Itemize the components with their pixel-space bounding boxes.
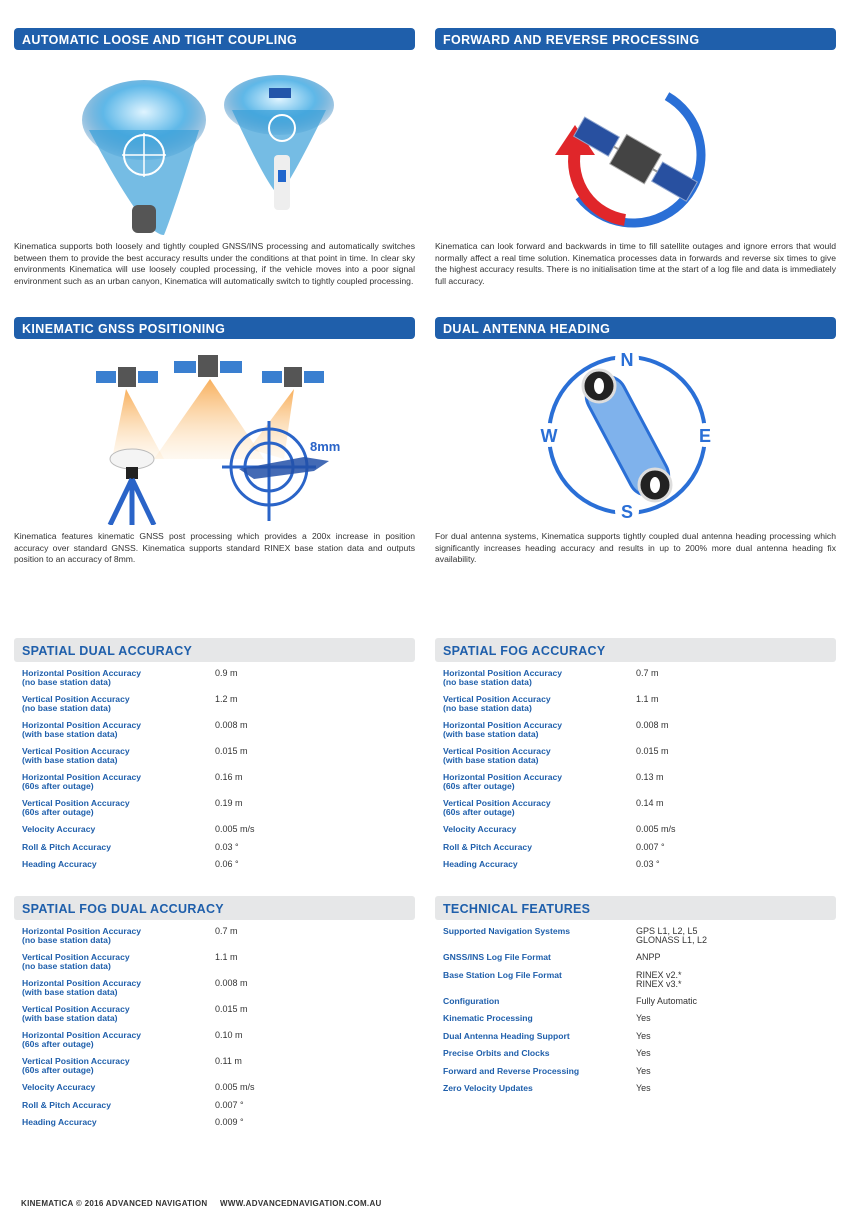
spec-label: Horizontal Position Accuracy (with base station data)	[22, 720, 142, 739]
spec-label: Vertical Position Accuracy (no base station data)	[22, 694, 130, 713]
spec-value: 0.008 m	[636, 720, 669, 730]
spec-label: Supported Navigation Systems	[443, 926, 571, 936]
feature-title: FORWARD AND REVERSE PROCESSING	[435, 28, 836, 50]
spec-row	[435, 859, 836, 873]
spec-value: 0.7 m	[636, 668, 659, 678]
compass-north: N	[620, 350, 634, 370]
spec-row	[435, 694, 836, 716]
spec-row	[435, 1083, 836, 1097]
spec-label: Velocity Accuracy	[22, 824, 96, 834]
spec-label: Vertical Position Accuracy (no base station data)	[443, 694, 551, 713]
feature-loose-tight-coupling	[14, 28, 415, 287]
spec-title: SPATIAL FOG ACCURACY	[435, 638, 836, 662]
accuracy-label: 8mm	[310, 439, 341, 454]
spec-value: 0.13 m	[636, 772, 664, 782]
spec-value: 0.06 °	[215, 859, 239, 869]
spec-row	[435, 824, 836, 838]
spec-value: Yes	[636, 1048, 651, 1058]
spec-value: 0.03 °	[215, 841, 239, 852]
spec-value: 0.16 m	[215, 772, 243, 782]
spec-title: TECHNICAL FEATURES	[435, 896, 836, 920]
feature-dual-antenna-heading	[435, 317, 836, 566]
gnss-positioning-illustration	[14, 349, 415, 525]
feature-kinematic-gnss	[14, 317, 415, 566]
feature-title: AUTOMATIC LOOSE AND TIGHT COUPLING	[14, 28, 415, 50]
spec-label: Roll & Pitch Accuracy	[22, 1099, 111, 1110]
spec-label: Base Station Log File Format	[443, 969, 562, 980]
feature-title: KINEMATIC GNSS POSITIONING	[14, 317, 415, 339]
spec-label: Configuration	[443, 995, 500, 1006]
spec-row	[14, 798, 415, 820]
spec-row	[435, 798, 836, 820]
spec-row	[435, 668, 836, 690]
spec-value: 0.005 m/s	[636, 824, 676, 834]
compass-illustration	[435, 349, 836, 525]
feature-description: Kinematica supports both loosely and tightly coupled GNSS/INS processing and automatically switches between them to provide the best accuracy results under the conditions at that point in time. In clear sky environments Kinematica will use loosely coupled processing, if the vehicle moves into a poor signal environment such as an urban canyon, Kinematica will automatically switch to tightly coupled processing.	[14, 241, 415, 286]
spec-label: Horizontal Position Accuracy (no base station data)	[22, 668, 142, 687]
spec-value: 0.007 °	[215, 1099, 244, 1110]
spec-value: 0.11 m	[215, 1056, 242, 1066]
spec-row	[435, 952, 836, 966]
spec-row	[14, 1100, 415, 1114]
spec-table	[14, 668, 415, 873]
spec-value: 0.005 m/s	[215, 824, 255, 834]
spec-spatial-fog	[435, 638, 836, 877]
spec-row	[14, 824, 415, 838]
spec-value: Yes	[636, 1065, 651, 1076]
spec-value: 1.1 m	[636, 694, 659, 704]
satellite-left	[96, 367, 158, 387]
spec-label: Horizontal Position Accuracy (no base station data)	[443, 668, 563, 687]
spec-table	[435, 926, 836, 1097]
spec-label: Roll & Pitch Accuracy	[22, 841, 111, 852]
spec-label: Vertical Position Accuracy (with base station data)	[443, 746, 551, 765]
spec-row	[14, 978, 415, 1000]
spec-row	[14, 720, 415, 742]
spec-technical-features	[435, 896, 836, 1101]
spec-row	[14, 1117, 415, 1131]
spec-value: 1.2 m	[215, 694, 238, 704]
feature-description: Kinematica can look forward and backwards in time to fill satellite outages and ignore errors that would normally affect a real time solution. Kinematica processes data in forwards and reverse six times to give the highest accuracy results. There is no initialisation time at the start of a log file and data is immediately full accuracy.	[435, 241, 836, 286]
spec-row	[435, 970, 836, 992]
spec-row	[435, 842, 836, 856]
spec-value: 0.14 m	[636, 798, 664, 808]
spec-label: Heading Accuracy	[22, 1117, 97, 1127]
spec-label: Horizontal Position Accuracy (with base station data)	[22, 978, 142, 997]
spec-value: 0.015 m	[215, 746, 248, 756]
spec-row	[14, 926, 415, 948]
spec-row	[14, 952, 415, 974]
spec-value: ANPP	[636, 952, 661, 962]
spec-value: 0.03 °	[636, 859, 660, 869]
spec-table	[435, 668, 836, 873]
spec-row	[14, 1004, 415, 1026]
spec-label: Velocity Accuracy	[443, 824, 517, 834]
spec-value: RINEX v2.* RINEX v3.*	[636, 969, 682, 989]
spec-label: Forward and Reverse Processing	[443, 1065, 580, 1076]
spec-value: 0.7 m	[215, 926, 238, 936]
spec-row	[14, 1082, 415, 1096]
spec-value: Yes	[636, 1083, 651, 1093]
feature-title: DUAL ANTENNA HEADING	[435, 317, 836, 339]
spec-value: 0.007 °	[636, 841, 665, 852]
spec-row	[435, 772, 836, 794]
spec-table	[14, 926, 415, 1131]
spec-spatial-fog-dual	[14, 896, 415, 1135]
spec-value: Yes	[636, 1030, 651, 1041]
spec-value: 0.008 m	[215, 978, 248, 988]
spec-row	[14, 746, 415, 768]
spec-row	[14, 859, 415, 873]
spec-value: Yes	[636, 1013, 651, 1023]
spec-value: 0.005 m/s	[215, 1082, 255, 1092]
spec-value: 0.009 °	[215, 1117, 244, 1127]
spec-row	[14, 668, 415, 690]
spec-label: Roll & Pitch Accuracy	[443, 841, 532, 852]
spec-row	[14, 842, 415, 856]
spec-title: SPATIAL DUAL ACCURACY	[14, 638, 415, 662]
spec-row	[435, 746, 836, 768]
spec-label: Vertical Position Accuracy (60s after outage)	[443, 798, 551, 817]
spec-label: Horizontal Position Accuracy (60s after outage)	[22, 772, 142, 791]
coupling-illustration	[14, 60, 415, 235]
spec-title: SPATIAL FOG DUAL ACCURACY	[14, 896, 415, 920]
spec-spatial-dual	[14, 638, 415, 877]
spec-row	[435, 926, 836, 948]
spec-row	[435, 720, 836, 742]
spec-label: Dual Antenna Heading Support	[443, 1030, 570, 1041]
compass-south: S	[620, 502, 634, 522]
footer-website[interactable]: WWW.ADVANCEDNAVIGATION.COM.AU	[220, 1199, 382, 1208]
spec-row	[435, 1066, 836, 1080]
feature-description: Kinematica features kinematic GNSS post processing which provides a 200x increase in position accuracy over standard GNSS. Kinematica supports standard RINEX base station data and outputs position to an accuracy of 8mm.	[14, 531, 415, 564]
spec-label: Vertical Position Accuracy (60s after outage)	[22, 1056, 130, 1075]
spec-label: Precise Orbits and Clocks	[443, 1048, 550, 1058]
spec-label: Horizontal Position Accuracy (with base station data)	[443, 720, 563, 739]
spec-value: Fully Automatic	[636, 995, 698, 1006]
spec-row	[14, 1056, 415, 1078]
spec-value: 0.008 m	[215, 720, 248, 730]
compass-east: E	[698, 426, 712, 446]
spec-label: GNSS/INS Log File Format	[443, 952, 551, 962]
spec-label: Vertical Position Accuracy (60s after outage)	[22, 798, 130, 817]
spec-row	[435, 1031, 836, 1045]
spec-row	[14, 1030, 415, 1052]
spec-label: Horizontal Position Accuracy (60s after outage)	[22, 1030, 142, 1049]
spec-value: 0.015 m	[636, 746, 669, 756]
spec-row	[435, 1048, 836, 1062]
spec-label: Zero Velocity Updates	[443, 1083, 533, 1093]
spec-value: 0.10 m	[215, 1030, 243, 1040]
spec-row	[435, 996, 836, 1010]
spec-label: Vertical Position Accuracy (with base station data)	[22, 746, 130, 765]
spec-label: Heading Accuracy	[22, 859, 97, 869]
compass-west: W	[540, 426, 558, 446]
spec-label: Heading Accuracy	[443, 859, 518, 869]
footer-copyright: KINEMATICA © 2016 ADVANCED NAVIGATION	[21, 1199, 208, 1208]
spec-label: Vertical Position Accuracy (no base station data)	[22, 952, 130, 971]
feature-forward-reverse	[435, 28, 836, 287]
spec-value: 1.1 m	[215, 952, 238, 962]
spec-value: 0.9 m	[215, 668, 238, 678]
spec-label: Vertical Position Accuracy (with base station data)	[22, 1004, 130, 1023]
spec-row	[14, 772, 415, 794]
feature-description: For dual antenna systems, Kinematica supports tightly coupled dual antenna heading processing which significantly increases heading accuracy and results in up to 200% more dual antenna heading fix availability.	[435, 531, 836, 564]
spec-label: Horizontal Position Accuracy (60s after outage)	[443, 772, 563, 791]
spec-label: Velocity Accuracy	[22, 1082, 96, 1092]
spec-value: GPS L1, L2, L5 GLONASS L1, L2	[636, 926, 708, 945]
spec-value: 0.015 m	[215, 1004, 248, 1014]
spec-label: Kinematic Processing	[443, 1013, 533, 1023]
spec-row	[14, 694, 415, 716]
spec-value: 0.19 m	[215, 798, 243, 808]
satellite-illustration	[435, 60, 836, 235]
footer	[21, 1199, 392, 1208]
spec-label: Horizontal Position Accuracy (no base station data)	[22, 926, 142, 945]
spec-row	[435, 1013, 836, 1027]
